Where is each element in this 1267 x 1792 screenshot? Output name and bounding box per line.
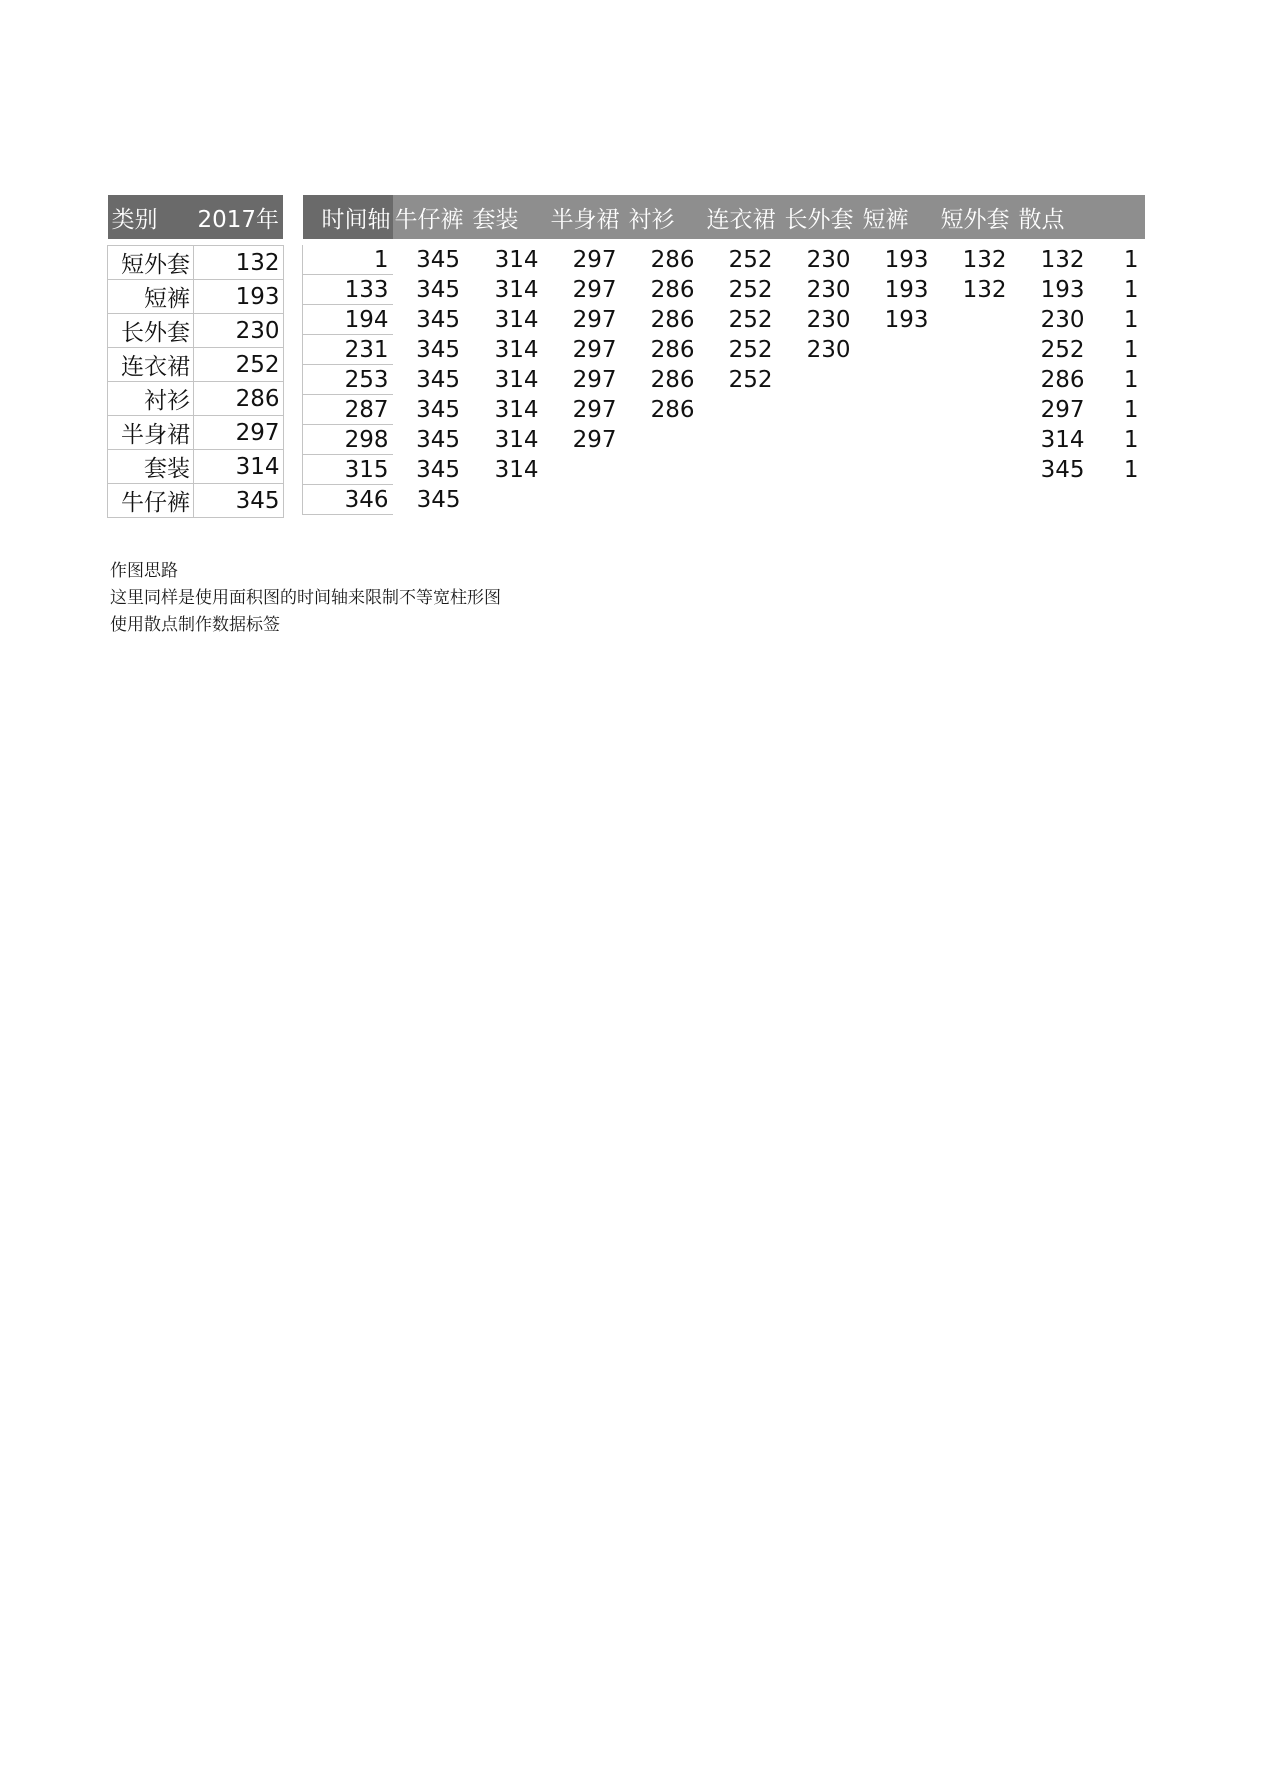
value-cell[interactable]: 345 bbox=[416, 396, 460, 423]
value-cell[interactable]: 345 bbox=[416, 336, 460, 363]
value-cell[interactable]: 345 bbox=[416, 486, 461, 513]
value-cell[interactable] bbox=[705, 485, 783, 515]
header-series[interactable]: 长外套 bbox=[783, 195, 861, 239]
value-cell[interactable]: 286 bbox=[650, 396, 695, 423]
timeline-cell[interactable]: 346 bbox=[303, 485, 393, 515]
value-cell[interactable]: 193 bbox=[1040, 276, 1085, 303]
value-cell[interactable] bbox=[1017, 485, 1095, 515]
header-series[interactable]: 连衣裙 bbox=[705, 195, 783, 239]
value-cell[interactable]: 1 bbox=[1123, 426, 1139, 453]
table-row bbox=[108, 280, 284, 314]
value-cell[interactable]: 193 bbox=[194, 280, 284, 314]
value-cell[interactable]: 132 bbox=[962, 246, 1007, 273]
value-cell[interactable]: 297 bbox=[572, 306, 617, 333]
value-cell[interactable] bbox=[627, 485, 705, 515]
category-table-header bbox=[108, 195, 284, 239]
notes-line[interactable]: 使用散点制作数据标签 bbox=[110, 615, 280, 635]
value-cell[interactable]: 252 bbox=[728, 276, 773, 303]
value-cell[interactable] bbox=[1095, 485, 1145, 515]
category-cell[interactable]: 套装 bbox=[108, 450, 194, 484]
value-cell[interactable] bbox=[471, 485, 549, 515]
value-cell[interactable]: 297 bbox=[572, 366, 617, 393]
table-row bbox=[108, 416, 284, 450]
value-cell[interactable]: 345 bbox=[416, 366, 460, 393]
value-cell[interactable]: 1 bbox=[1123, 456, 1139, 483]
value-cell[interactable] bbox=[705, 455, 783, 485]
timeline-cell[interactable]: 194 bbox=[303, 305, 393, 335]
value-cell[interactable]: 345 bbox=[1040, 456, 1085, 483]
value-cell[interactable]: 314 bbox=[494, 306, 539, 333]
value-cell[interactable]: 314 bbox=[1040, 426, 1085, 453]
value-cell[interactable] bbox=[627, 425, 705, 455]
notes-title[interactable]: 作图思路 bbox=[110, 561, 178, 581]
value-cell[interactable]: 230 bbox=[1040, 306, 1085, 333]
value-cell[interactable]: 286 bbox=[650, 276, 695, 303]
category-cell[interactable]: 连衣裙 bbox=[108, 348, 194, 382]
notes-block bbox=[110, 558, 501, 639]
value-cell[interactable]: 1 bbox=[1123, 366, 1139, 393]
value-cell[interactable] bbox=[861, 455, 939, 485]
value-cell[interactable]: 230 bbox=[806, 336, 851, 363]
value-cell[interactable]: 1 bbox=[1123, 246, 1139, 273]
value-cell[interactable]: 314 bbox=[494, 426, 539, 453]
value-cell[interactable]: 252 bbox=[728, 246, 773, 273]
value-cell[interactable] bbox=[783, 425, 861, 455]
table-row bbox=[303, 365, 1145, 395]
table-row bbox=[108, 314, 284, 348]
value-cell[interactable]: 345 bbox=[416, 246, 460, 273]
header-series[interactable]: 短裤 bbox=[861, 195, 939, 239]
value-cell[interactable] bbox=[861, 485, 939, 515]
value-cell[interactable]: 252 bbox=[728, 336, 773, 363]
value-cell[interactable]: 297 bbox=[194, 416, 284, 450]
value-cell[interactable]: 286 bbox=[650, 336, 695, 363]
value-cell[interactable]: 286 bbox=[194, 382, 284, 416]
timeline-cell[interactable]: 231 bbox=[303, 335, 393, 365]
value-cell[interactable] bbox=[939, 395, 1017, 425]
value-cell[interactable] bbox=[939, 425, 1017, 455]
value-cell[interactable]: 345 bbox=[416, 426, 460, 453]
value-cell[interactable]: 297 bbox=[572, 246, 617, 273]
value-cell[interactable]: 314 bbox=[494, 366, 539, 393]
table-row bbox=[108, 450, 284, 484]
value-cell[interactable] bbox=[861, 365, 939, 395]
value-cell[interactable]: 297 bbox=[572, 276, 617, 303]
value-cell[interactable]: 1 bbox=[1123, 306, 1139, 333]
value-cell[interactable]: 345 bbox=[416, 456, 460, 483]
value-cell[interactable]: 1 bbox=[1123, 276, 1139, 303]
table-row bbox=[108, 484, 284, 518]
timeline-cell[interactable]: 1 bbox=[303, 245, 393, 275]
timeline-cell[interactable]: 133 bbox=[303, 275, 393, 305]
value-cell[interactable]: 230 bbox=[806, 306, 851, 333]
value-cell[interactable]: 345 bbox=[416, 306, 460, 333]
value-cell[interactable]: 252 bbox=[728, 306, 773, 333]
timeline-cell[interactable]: 298 bbox=[303, 425, 393, 455]
table-row bbox=[303, 485, 1145, 515]
category-table bbox=[107, 195, 284, 518]
value-cell[interactable]: 132 bbox=[1040, 246, 1085, 273]
value-cell[interactable]: 345 bbox=[194, 484, 284, 518]
value-cell[interactable] bbox=[783, 395, 861, 425]
value-cell[interactable]: 252 bbox=[1040, 336, 1085, 363]
value-cell[interactable] bbox=[861, 335, 939, 365]
value-cell[interactable] bbox=[705, 425, 783, 455]
value-cell[interactable] bbox=[783, 455, 861, 485]
category-cell[interactable]: 半身裙 bbox=[108, 416, 194, 450]
header-category[interactable]: 类别 bbox=[108, 195, 194, 239]
value-cell[interactable]: 1 bbox=[1123, 396, 1139, 423]
header-series[interactable]: 短外套 bbox=[939, 195, 1017, 239]
value-cell[interactable] bbox=[627, 455, 705, 485]
value-cell[interactable]: 314 bbox=[494, 456, 539, 483]
table-row bbox=[303, 455, 1145, 485]
header-series[interactable]: 半身裙 bbox=[549, 195, 627, 239]
timeline-table-header bbox=[303, 195, 1145, 239]
table-row bbox=[303, 335, 1145, 365]
value-cell[interactable] bbox=[939, 365, 1017, 395]
timeline-cell[interactable]: 315 bbox=[303, 455, 393, 485]
header-year[interactable]: 2017年 bbox=[194, 195, 284, 239]
value-cell[interactable] bbox=[549, 455, 627, 485]
value-cell[interactable] bbox=[705, 395, 783, 425]
header-series[interactable]: 套装 bbox=[471, 195, 549, 239]
header-series[interactable]: 散点 bbox=[1017, 195, 1095, 239]
table-row bbox=[108, 246, 284, 280]
value-cell[interactable] bbox=[939, 335, 1017, 365]
value-cell[interactable]: 286 bbox=[650, 246, 695, 273]
value-cell[interactable]: 1 bbox=[1123, 336, 1139, 363]
category-cell[interactable]: 牛仔裤 bbox=[108, 484, 194, 518]
value-cell[interactable]: 314 bbox=[494, 396, 539, 423]
category-cell[interactable]: 短外套 bbox=[108, 246, 194, 280]
value-cell[interactable]: 193 bbox=[884, 246, 929, 273]
header-timeline[interactable]: 时间轴 bbox=[303, 195, 393, 239]
value-cell[interactable]: 297 bbox=[572, 396, 617, 423]
value-cell[interactable]: 230 bbox=[806, 246, 851, 273]
header-series[interactable] bbox=[1095, 195, 1145, 239]
value-cell[interactable]: 132 bbox=[962, 276, 1007, 303]
value-cell[interactable]: 345 bbox=[416, 276, 460, 303]
value-cell[interactable]: 297 bbox=[572, 336, 617, 363]
table-row bbox=[303, 395, 1145, 425]
value-cell[interactable]: 297 bbox=[572, 426, 617, 453]
value-cell[interactable]: 314 bbox=[494, 336, 539, 363]
value-cell[interactable] bbox=[783, 485, 861, 515]
table-row bbox=[108, 382, 284, 416]
header-series[interactable]: 衬衫 bbox=[627, 195, 705, 239]
value-cell[interactable] bbox=[783, 365, 861, 395]
value-cell[interactable]: 230 bbox=[806, 276, 851, 303]
value-cell[interactable]: 314 bbox=[194, 450, 284, 484]
value-cell[interactable]: 252 bbox=[194, 348, 284, 382]
table-row bbox=[303, 305, 1145, 335]
value-cell[interactable]: 193 bbox=[884, 306, 929, 333]
category-cell[interactable]: 衬衫 bbox=[108, 382, 194, 416]
value-cell[interactable] bbox=[861, 425, 939, 455]
timeline-cell[interactable]: 253 bbox=[303, 365, 393, 395]
value-cell[interactable]: 286 bbox=[1040, 366, 1085, 393]
value-cell[interactable]: 314 bbox=[494, 246, 539, 273]
table-row bbox=[303, 245, 1145, 275]
table-row bbox=[108, 348, 284, 382]
table-row bbox=[303, 275, 1145, 305]
value-cell[interactable] bbox=[939, 305, 1017, 335]
notes-line[interactable]: 这里同样是使用面积图的时间轴来限制不等宽柱形图 bbox=[110, 588, 501, 608]
value-cell[interactable]: 252 bbox=[728, 366, 773, 393]
value-cell[interactable]: 297 bbox=[1040, 396, 1085, 423]
value-cell[interactable]: 132 bbox=[194, 246, 284, 280]
timeline-table bbox=[302, 195, 1145, 515]
value-cell[interactable] bbox=[549, 485, 627, 515]
value-cell[interactable]: 230 bbox=[194, 314, 284, 348]
value-cell[interactable] bbox=[939, 485, 1017, 515]
value-cell[interactable] bbox=[861, 395, 939, 425]
category-cell[interactable]: 长外套 bbox=[108, 314, 194, 348]
value-cell[interactable]: 314 bbox=[494, 276, 539, 303]
timeline-cell[interactable]: 287 bbox=[303, 395, 393, 425]
value-cell[interactable]: 193 bbox=[884, 276, 929, 303]
value-cell[interactable]: 286 bbox=[650, 306, 695, 333]
value-cell[interactable] bbox=[939, 455, 1017, 485]
value-cell[interactable]: 286 bbox=[650, 366, 695, 393]
table-row bbox=[303, 425, 1145, 455]
category-cell[interactable]: 短裤 bbox=[108, 280, 194, 314]
header-series[interactable]: 牛仔裤 bbox=[393, 195, 471, 239]
